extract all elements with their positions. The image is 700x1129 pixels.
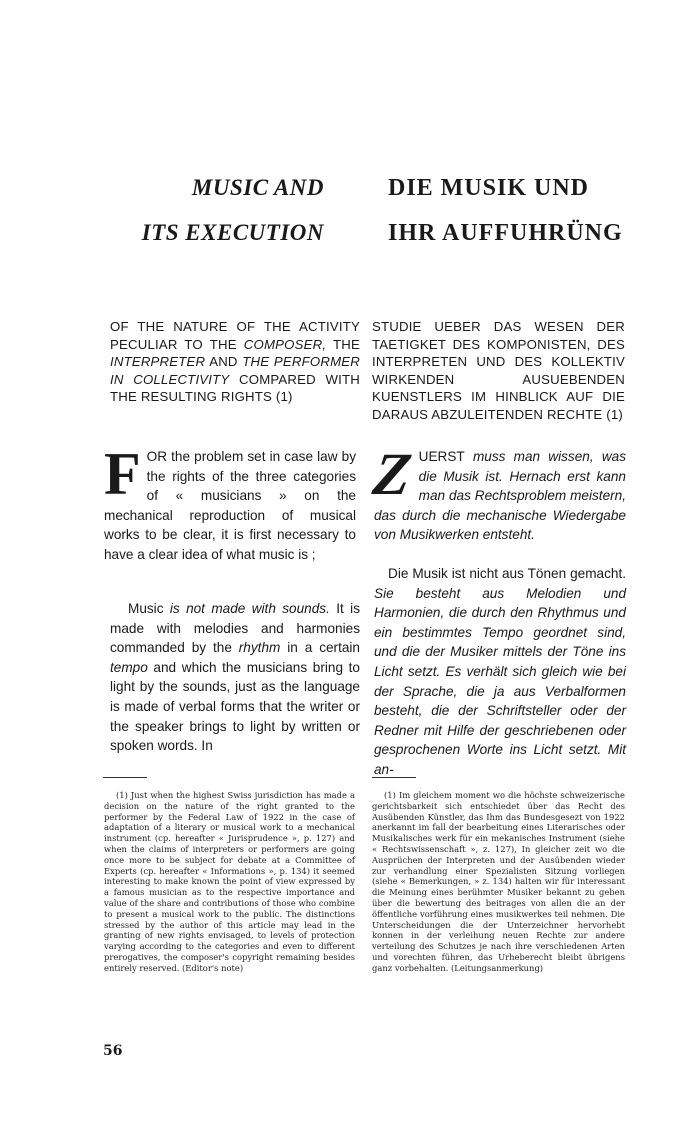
german-footnote: (1) Im gleichem moment wo die höchste schweizerische gerichtsbarkeit sich entschiedet über das Recht des Ausübenden Künstler, das Ihm das Bundesgesezt von 1922 anerkannt im fall der bearbeitung eines Literarisches oder Musikalisches werk für ein mekanisches Instrument (siehe « Rechtswissenschaft », z. 127), In gleicher zeit wo die Ausprüchen der Interpreten und der Ausübenden wieder zur verhandlung einer Spezialisten Sitzung vorliegen (siehe « Bemerkungen, » z. 134) halten wir für interessant die Meinung eines berühmter Musiker bekannt zu geben über die bewertung des beitrages von allen die an der öffentliche vorführung eines musikwerkes teil nehmen. Die Unterscheidungen die der Unterzeichner hervorhebt konnen in der verleihung neuen Rechte zur andere verteilung des Schutzes je nach ihre verschiedenen Arten und vorechten führen, das Urheberecht bleibt übrigens ganz vorbehalten. (Leitungsanmerkung)	[372, 790, 625, 973]
english-paragraph-2-part: tempo	[110, 659, 148, 675]
english-paragraph-2-part: Music	[128, 601, 170, 616]
english-footnote: (1) Just when the highest Swiss jurisdiction has made a decision on the nature of the right granted to the performer by the Federal Law of 1922 in the case of adaptation of a literary or musical work to a mechanical instrument (cp. hereafter « Jurisprudence », p. 127) and when the claims of interpreters or performers are going once more to be subject for debate at a Committee of Experts (cp. hereafter « Informations », p. 134) it seemed interesting to make known the point of view expressed by a famous musician as to the respective importance and value of the share and contributions of those who combine to present a musical work to the public. The distinctions stressed by the author of this article may lead in the granting of new rights envisaged, to levels of protection varying according to the categories and even to different prerogatives, the composer's copyright remaining besides entirely reserved. (Editor's note)	[104, 790, 355, 973]
english-paragraph-2	[110, 599, 360, 756]
german-paragraph-2-part: Die Musik ist nicht aus Tönen gemacht.	[388, 566, 626, 581]
page-number: 56	[103, 1043, 123, 1059]
english-subtitle-part: INTERPRETER	[110, 354, 206, 369]
english-paragraph-2-part: is not made with sounds.	[169, 601, 330, 616]
english-footnote-divider	[103, 777, 147, 778]
english-subtitle-part: COMPOSER,	[243, 336, 327, 352]
english-subtitle	[110, 318, 360, 406]
german-footnote-divider	[372, 777, 416, 778]
english-title-line-1: MUSIC AND	[191, 175, 324, 201]
english-subtitle-part: THE	[326, 336, 361, 352]
german-subtitle: STUDIE UEBER DAS WESEN DER TAETIGKET DES KOMPONISTEN, DES INTERPRETEN UND DES KOLLEKTIV WIRKENDEN AUSUEBENDEN KUENSTLERS IM HINBLICK AUF DIE DARAUS ABZULEITENDEN RECHTE (1)	[372, 319, 625, 422]
english-paragraph-1	[104, 441, 356, 565]
german-title-line-2: IHR AUFFUHRÜNG	[388, 220, 623, 247]
german-paragraph-1-text: muss man wissen, was die Musik ist. Hernach erst kann man das Rechtsproblem meistern, das durch die mechanische Wiedergabe von Musikwerken entsteht.	[374, 449, 626, 543]
english-paragraph-2-part: rhythm	[238, 640, 281, 656]
german-title-line-1: DIE MUSIK UND	[388, 175, 590, 202]
english-paragraph-2-part: and which the musicians bring to light by the sounds, just as the language is made of verbal forms that the writer or the speaker brings to light by written or spoken words. In	[110, 659, 360, 754]
english-title-line-2: ITS EXECUTION	[141, 220, 324, 246]
english-drop-cap: F	[104, 441, 141, 507]
english-subtitle-part: AND	[205, 354, 243, 369]
english-paragraph-2-part: in a certain	[280, 640, 360, 656]
german-paragraph-1-lead: UERST	[418, 449, 465, 464]
german-paragraph-1	[369, 441, 626, 545]
english-paragraph-1-text: OR the problem set in case law by the rights of the three categories of « musicians » on the mechanical reproduction of musical works to be clear, it is first necessary to have a clear idea of what music is ;	[104, 449, 356, 562]
english-subtitle-part: THE PERFORMER IN COLLECTIVITY	[110, 354, 360, 387]
german-title	[388, 166, 628, 256]
english-paragraph-2-part: It is made with melodies and harmonies commanded by the	[110, 601, 360, 656]
english-subtitle-part: OF THE NATURE OF THE ACTIVITY PECULIAR TO THE	[110, 319, 360, 352]
english-subtitle-part: COMPARED WITH THE RESULTING RIGHTS (1)	[110, 371, 360, 404]
german-drop-cap: Z	[369, 441, 416, 507]
german-paragraph-2	[374, 564, 626, 780]
english-title	[110, 165, 324, 255]
german-paragraph-2-part: Sie besteht aus Melodien und Harmonien, die durch den Rhythmus und ein bestimmtes Tempo geordnet sind, und die der Musiker mittels der Töne ins Licht setzt. Es verhält sich gleich wie bei der Sprache, die ja aus Verbalformen besteht, die der Schriftsteller oder der Redner mit Hilfe der geschriebenen oder gesprochenen Worte ins Licht setzt. Mit an-	[374, 585, 626, 777]
